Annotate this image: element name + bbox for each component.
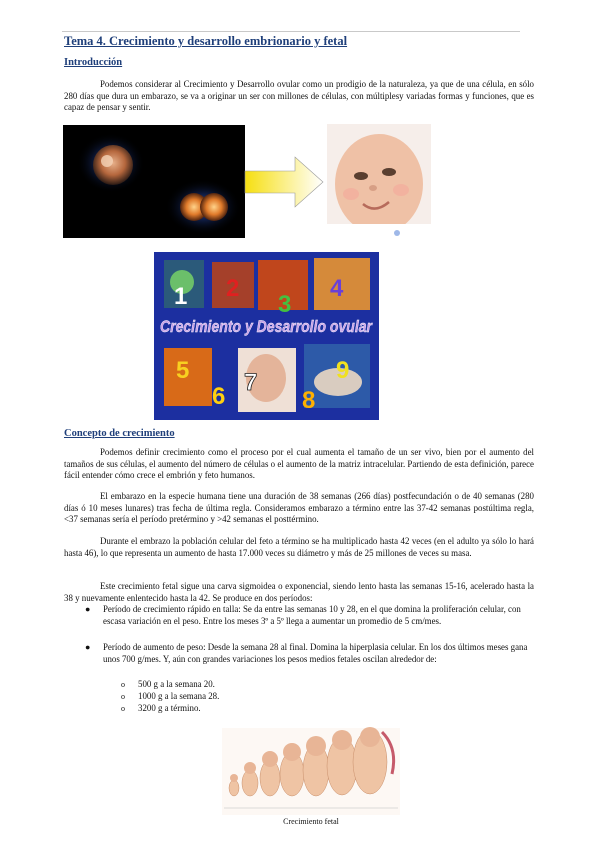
banner-number-5: 5 [176, 357, 190, 384]
banner-title: Crecimiento y Desarrollo ovular [160, 317, 374, 336]
intro-paragraph [64, 79, 534, 114]
banner-number-3: 3 [278, 291, 292, 318]
header-rule [62, 31, 520, 32]
bullet-marker: ● [85, 642, 91, 652]
bullet-text: Período de crecimiento rápido en talla: Se da entre las semanas 10 y 28, en el que domina la proliferación celular, con escasa variación en el peso. Entre los meses 3º a 5º llega a aumentar un promedio de 5 cm/mes. [103, 604, 521, 626]
banner-number-9: 9 [336, 357, 350, 384]
concepto-p2-text: El embarazo en la especie humana tiene una duración de 38 semanas (266 días) postfecundación o de 40 semanas (280 días ó 10 meses lunares) tras fecha de última regla. Consideramos embarazo a término entre las 37-42 semanas postúltima regla, <37 semanas sería el período pretérmino y >42 semanas el posttérmino. [64, 491, 534, 524]
weight-text: 3200 g a término. [138, 703, 201, 713]
sub-bullet-marker: o [121, 680, 125, 689]
banner-number-1: 1 [174, 283, 188, 310]
sub-bullet-marker: o [121, 692, 125, 701]
sub-bullet-marker: o [121, 704, 125, 713]
banner-number-4: 4 [330, 275, 344, 302]
embryo-image [63, 125, 245, 238]
weight-text: 1000 g a la semana 28. [138, 691, 220, 701]
growth-banner [154, 252, 379, 420]
concepto-paragraph-2 [64, 491, 534, 526]
concepto-paragraph-1 [64, 447, 534, 482]
arrow-graphic [245, 153, 325, 211]
concepto-p4-text: Este crecimiento fetal sigue una carva sigmoidea o exponencial, siendo lento hasta las semanas 15-16, acelerado hasta la 38 y nuevamente enlentecido hasta la 42. Se produce en dos períodos: [64, 581, 534, 603]
concepto-paragraph-3 [64, 536, 534, 559]
fetal-growth-image [222, 728, 400, 815]
weight-text: 500 g a la semana 20. [138, 679, 215, 689]
concepto-p3-text: Durante el embrazo la población celular del feto a término se ha multiplicado hasta 42 veces (en el adulto ya sólo lo hará hasta 46), lo que representa un aumento de hasta 17.000 veces su diámetro y más de 25 millones de veces su masa. [64, 536, 534, 558]
banner-number-7: 7 [244, 369, 258, 396]
page-title: Tema 4. Crecimiento y desarrollo embrionario y fetal [64, 34, 348, 48]
bullet-marker: ● [85, 604, 91, 614]
concepto-paragraph-4 [64, 581, 534, 604]
figure-caption: Crecimiento fetal [283, 817, 339, 826]
bullet-text: Período de aumento de peso: Desde la semana 28 al final. Domina la hiperplasia celular. En los dos últimos meses gana unos 700 g/mes. Y, aún con grandes variaciones los pesos medios fetales oscilan alrededor de: [103, 642, 528, 664]
banner-number-2: 2 [226, 275, 240, 302]
intro-text: Podemos considerar al Crecimiento y Desarrollo ovular como un prodigio de la naturaleza, ya que de una célula, en sólo 280 días que dura un embarazo, se va a originar un ser con millones de células, con múltiplesy variadas formas y funciones, que es capaz de pensar y sentir. [64, 79, 534, 112]
intro-heading: Introducción [64, 57, 123, 68]
banner-number-8: 8 [302, 387, 316, 414]
concepto-heading: Concepto de crecimiento [64, 428, 175, 439]
banner-number-6: 6 [212, 383, 226, 410]
baby-photo [327, 124, 431, 240]
concepto-p1-text: Podemos definir crecimiento como el proceso por el cual aumenta el tamaño de un ser vivo, bien por el aumento del tamaños de sus células, el aumento del número de células o el aumento de la matriz intracelular. Partiendo de esta definición, parece fácil entender cómo crece el embrión y feto humanos. [64, 447, 534, 480]
